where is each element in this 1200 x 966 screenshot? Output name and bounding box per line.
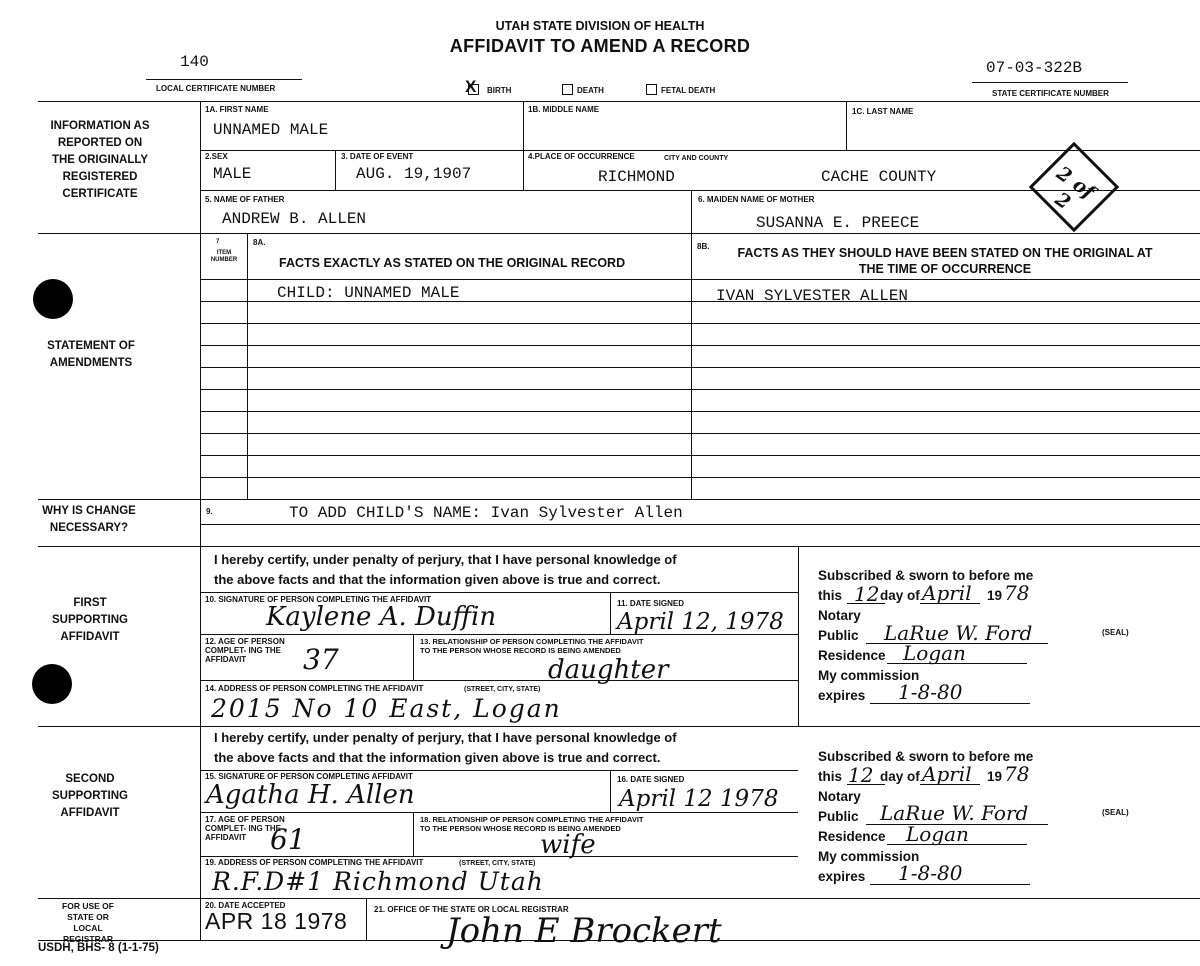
first-notary-year-prefix: 19 (987, 588, 1003, 603)
col-b-num: 8B. (697, 242, 710, 251)
second-age-value: 61 (270, 823, 306, 856)
registrar-label: 21. OFFICE OF THE STATE OR LOCAL REGISTRAR (374, 905, 569, 914)
first-notary-sworn: Subscribed & sworn to before me (818, 568, 1034, 583)
state-certificate-number: 07-03-322B (986, 59, 1083, 77)
section-why-change: WHY IS CHANGE NECESSARY? (42, 505, 136, 534)
second-cert-line-2: the above facts and that the information given above is true and correct. (214, 750, 661, 765)
date-of-event-value: AUG. 19,1907 (356, 165, 472, 183)
second-relationship-value: wife (540, 830, 596, 860)
first-relationship-value: daughter (548, 655, 669, 685)
place-sublabel: CITY AND COUNTY (664, 155, 729, 162)
birth-label: BIRTH (487, 86, 512, 95)
punch-hole (33, 279, 73, 319)
local-certificate-number: 140 (180, 53, 209, 71)
death-label: DEATH (577, 86, 604, 95)
section-office-use: FOR USE OF STATE OR LOCAL REGISTRAR (62, 901, 114, 944)
first-age-value: 37 (303, 643, 339, 676)
second-public-label: Public (818, 809, 859, 824)
first-cert-line-2: the above facts and that the information given above is true and correct. (214, 572, 661, 587)
first-name-value: UNNAMED MALE (213, 121, 329, 139)
second-residence-value: Logan (906, 822, 969, 846)
second-signature: Agatha H. Allen (206, 780, 415, 810)
second-notary-sworn: Subscribed & sworn to before me (818, 749, 1034, 764)
first-expires-value: 1-8-80 (898, 680, 963, 704)
item-number-label: ITEM NUMBER (210, 250, 238, 263)
fetal-death-label: FETAL DEATH (661, 86, 716, 95)
first-address-value: 2015 No 10 East, Logan (211, 694, 562, 723)
punch-hole (32, 664, 72, 704)
date-accepted-label: 20. DATE ACCEPTED (205, 901, 286, 910)
second-date-label: 16. DATE SIGNED (617, 775, 685, 784)
first-residence-label: Residence (818, 648, 886, 663)
second-expires-value: 1-8-80 (898, 861, 963, 885)
registrar-signature: John E Brockert (446, 911, 722, 951)
section-amendments: STATEMENT OF AMENDMENTS (47, 340, 135, 369)
state-certificate-label: STATE CERTIFICATE NUMBER (992, 89, 1109, 98)
city-value: RICHMOND (598, 168, 675, 186)
second-cert-line-1: I hereby certify, under penalty of perjury, that I have personal knowledge of (214, 730, 677, 745)
second-notary-name: LaRue W. Ford (880, 801, 1029, 825)
first-address-label: 14. ADDRESS OF PERSON COMPLETING THE AFFIDAVIT (205, 684, 424, 693)
first-signature-label: 10. SIGNATURE OF PERSON COMPLETING THE AFFIDAVIT (205, 595, 432, 604)
mother-label: 6. MAIDEN NAME OF MOTHER (698, 195, 815, 204)
second-address-value: R.F.D#1 Richmond Utah (212, 867, 544, 896)
amendment-original-value: CHILD: UNNAMED MALE (277, 284, 460, 302)
second-residence-label: Residence (818, 829, 886, 844)
county-value: CACHE COUNTY (821, 168, 937, 186)
second-expires-label: expires (818, 869, 866, 884)
second-address-sublabel: (STREET, CITY, STATE) (459, 860, 536, 867)
first-notary-day-of: day of (880, 588, 920, 603)
second-date-value: April 12 1978 (619, 786, 779, 812)
first-date-value: April 12, 1978 (617, 609, 784, 635)
form-id: USDH, BHS- 8 (1-1-75) (38, 942, 159, 954)
place-label: 4.PLACE OF OCCURRENCE (528, 152, 635, 161)
first-public-label: Public (818, 628, 859, 643)
col-a-header: FACTS EXACTLY AS STATED ON THE ORIGINAL RECORD (279, 256, 626, 270)
first-expires-label: expires (818, 688, 866, 703)
second-seal-label: (SEAL) (1102, 808, 1129, 817)
first-residence-value: Logan (903, 641, 966, 665)
second-age-label: 17. AGE OF PERSON COMPLET- ING THE AFFIDAVIT (205, 815, 285, 842)
local-certificate-label: LOCAL CERTIFICATE NUMBER (156, 84, 276, 93)
first-name-label: 1A. FIRST NAME (205, 105, 269, 114)
page-count-text: 2 of 2 (1051, 162, 1099, 214)
death-checkbox[interactable] (562, 84, 573, 95)
first-notary-this: this (818, 588, 843, 603)
second-signature-label: 15. SIGNATURE OF PERSON COMPLETING AFFIDAVIT (205, 772, 413, 781)
second-notary-month: April (922, 762, 972, 786)
first-commission-label: My commission (818, 668, 920, 683)
second-notary-year-prefix: 19 (987, 769, 1003, 784)
first-address-sublabel: (STREET, CITY, STATE) (464, 686, 541, 693)
section-original-info: INFORMATION AS REPORTED ON THE ORIGINALLY REGISTERED CERTIFICATE (50, 120, 150, 200)
second-commission-label: My commission (818, 849, 920, 864)
date-accepted-stamp: APR 18 1978 (205, 908, 348, 934)
sex-label: 2.SEX (205, 152, 228, 161)
item-number-num: 7 (216, 239, 220, 245)
first-relationship-label: 13. RELATIONSHIP OF PERSON COMPLETING THE AFFIDAVIT TO THE PERSON WHOSE RECORD IS BEING AMENDED (420, 637, 644, 655)
reason-value: TO ADD CHILD'S NAME: Ivan Sylvester Allen (289, 504, 683, 522)
second-relationship-label: 18. RELATIONSHIP OF PERSON COMPLETING THE AFFIDAVIT TO THE PERSON WHOSE RECORD IS BEING AMENDED (420, 815, 644, 833)
col-a-num: 8A. (253, 238, 266, 247)
section-second-affidavit: SECOND SUPPORTING AFFIDAVIT (51, 773, 129, 819)
second-notary-this: this (818, 769, 843, 784)
middle-name-label: 1B. MIDDLE NAME (528, 105, 600, 114)
mother-value: SUSANNA E. PREECE (756, 214, 920, 232)
date-of-event-label: 3. DATE OF EVENT (341, 152, 414, 161)
first-notary-name: LaRue W. Ford (884, 621, 1033, 645)
first-notary-month: April (922, 581, 972, 605)
first-cert-line-1: I hereby certify, under penalty of perjury, that I have personal knowledge of (214, 552, 677, 567)
first-notary-day: 12 (854, 582, 880, 606)
form-title: AFFIDAVIT TO AMEND A RECORD (449, 36, 751, 56)
sex-value: MALE (213, 165, 252, 183)
second-notary-day-of: day of (880, 769, 920, 784)
section-first-affidavit: FIRST SUPPORTING AFFIDAVIT (51, 597, 129, 643)
second-address-label: 19. ADDRESS OF PERSON COMPLETING THE AFFIDAVIT (205, 858, 424, 867)
father-value: ANDREW B. ALLEN (222, 210, 367, 228)
reason-num: 9. (206, 507, 213, 516)
first-seal-label: (SEAL) (1102, 628, 1129, 637)
page-count-stamp (1029, 142, 1120, 233)
col-b-header: FACTS AS THEY SHOULD HAVE BEEN STATED ON THE ORIGINAL AT THE TIME OF OCCURRENCE (737, 246, 1153, 276)
last-name-label: 1C. LAST NAME (852, 107, 914, 116)
first-age-label: 12. AGE OF PERSON COMPLET- ING THE AFFIDAVIT (205, 637, 285, 664)
first-date-label: 11. DATE SIGNED (617, 599, 684, 608)
first-notary-year: 78 (1004, 581, 1030, 605)
amendment-corrected-value: IVAN SYLVESTER ALLEN (716, 287, 909, 305)
first-notary-label: Notary (818, 608, 861, 623)
second-notary-year: 78 (1004, 762, 1030, 786)
second-notary-label: Notary (818, 789, 861, 804)
agency-name: UTAH STATE DIVISION OF HEALTH (495, 19, 705, 33)
second-notary-day: 12 (848, 763, 874, 787)
fetal-death-checkbox[interactable] (646, 84, 657, 95)
birth-check-mark: X (465, 77, 477, 96)
first-signature: Kaylene A. Duffin (266, 602, 497, 632)
father-label: 5. NAME OF FATHER (205, 195, 285, 204)
